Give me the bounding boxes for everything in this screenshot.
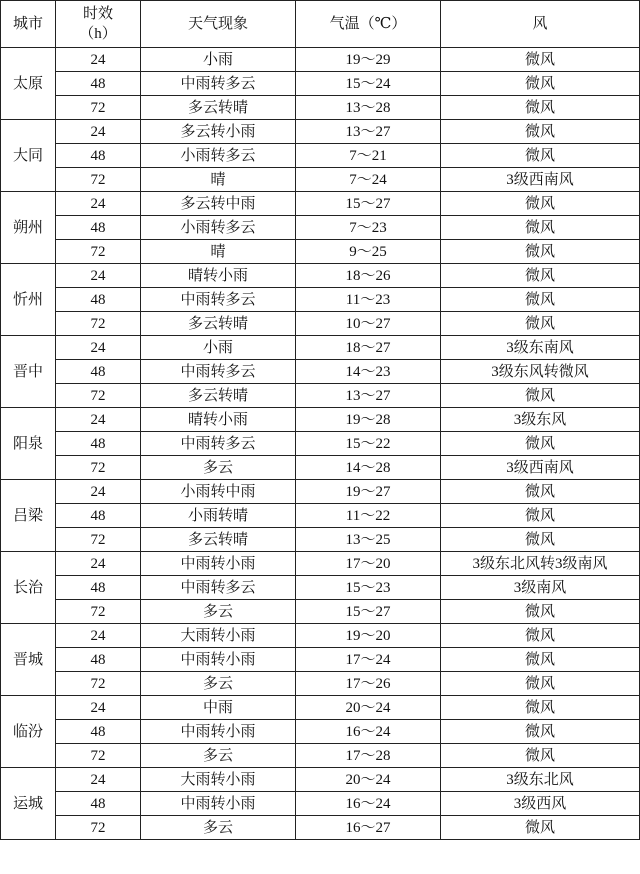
table-row (1, 336, 640, 360)
temperature-cell: 10～27 (296, 312, 441, 336)
table-row (1, 264, 640, 288)
weather-cell: 大雨转小雨 (141, 768, 296, 792)
temperature-cell: 15～27 (296, 192, 441, 216)
wind-cell: 微风 (441, 240, 640, 264)
city-cell: 朔州 (1, 192, 56, 264)
header-weather: 天气现象 (141, 1, 296, 48)
header-period-unit: （h） (79, 26, 117, 42)
wind-cell: 微风 (441, 48, 640, 72)
table-row (1, 816, 640, 840)
table-row (1, 672, 640, 696)
temperature-cell: 17～26 (296, 672, 441, 696)
temperature-cell: 20～24 (296, 696, 441, 720)
temperature-cell: 14～28 (296, 456, 441, 480)
temperature-cell: 15～24 (296, 72, 441, 96)
header-row (1, 1, 640, 48)
table-row (1, 576, 640, 600)
table-row (1, 720, 640, 744)
wind-cell: 微风 (441, 528, 640, 552)
wind-cell: 微风 (441, 96, 640, 120)
weather-cell: 中雨转多云 (141, 360, 296, 384)
table-row (1, 696, 640, 720)
temperature-cell: 15～27 (296, 600, 441, 624)
wind-cell: 微风 (441, 216, 640, 240)
temperature-cell: 16～24 (296, 792, 441, 816)
period-cell: 48 (56, 288, 141, 312)
weather-cell: 中雨转小雨 (141, 792, 296, 816)
temperature-cell: 17～24 (296, 648, 441, 672)
temperature-cell: 9～25 (296, 240, 441, 264)
table-row (1, 456, 640, 480)
temperature-cell: 11～23 (296, 288, 441, 312)
city-cell: 临汾 (1, 696, 56, 768)
table-row (1, 216, 640, 240)
period-cell: 24 (56, 336, 141, 360)
wind-cell: 微风 (441, 288, 640, 312)
period-cell: 72 (56, 96, 141, 120)
temperature-cell: 7～23 (296, 216, 441, 240)
city-cell: 阳泉 (1, 408, 56, 480)
weather-cell: 多云 (141, 600, 296, 624)
weather-cell: 多云 (141, 672, 296, 696)
wind-cell: 微风 (441, 432, 640, 456)
wind-cell: 3级东风 (441, 408, 640, 432)
period-cell: 72 (56, 240, 141, 264)
table-row (1, 600, 640, 624)
weather-cell: 中雨转多云 (141, 576, 296, 600)
forecast-table-body (1, 48, 640, 840)
header-wind: 风 (441, 1, 640, 48)
weather-cell: 晴 (141, 240, 296, 264)
wind-cell: 微风 (441, 144, 640, 168)
table-row (1, 312, 640, 336)
city-cell: 大同 (1, 120, 56, 192)
period-cell: 48 (56, 720, 141, 744)
temperature-cell: 14～23 (296, 360, 441, 384)
wind-cell: 微风 (441, 192, 640, 216)
weather-cell: 晴 (141, 168, 296, 192)
period-cell: 72 (56, 168, 141, 192)
wind-cell: 3级东北风 (441, 768, 640, 792)
weather-cell: 中雨转小雨 (141, 552, 296, 576)
period-cell: 48 (56, 576, 141, 600)
wind-cell: 微风 (441, 120, 640, 144)
weather-cell: 晴转小雨 (141, 408, 296, 432)
temperature-cell: 19～20 (296, 624, 441, 648)
weather-cell: 中雨转小雨 (141, 720, 296, 744)
period-cell: 48 (56, 144, 141, 168)
period-cell: 72 (56, 312, 141, 336)
table-row (1, 552, 640, 576)
wind-cell: 3级南风 (441, 576, 640, 600)
table-row (1, 528, 640, 552)
table-row (1, 648, 640, 672)
temperature-cell: 11～22 (296, 504, 441, 528)
table-row (1, 120, 640, 144)
table-row (1, 432, 640, 456)
header-temperature: 气温（℃） (296, 1, 441, 48)
weather-cell: 小雨 (141, 48, 296, 72)
header-city: 城市 (1, 1, 56, 48)
wind-cell: 微风 (441, 504, 640, 528)
table-row (1, 480, 640, 504)
temperature-cell: 16～27 (296, 816, 441, 840)
wind-cell: 微风 (441, 264, 640, 288)
period-cell: 72 (56, 456, 141, 480)
wind-cell: 3级西南风 (441, 168, 640, 192)
weather-cell: 小雨转多云 (141, 144, 296, 168)
weather-cell: 多云转晴 (141, 528, 296, 552)
table-row (1, 288, 640, 312)
table-row (1, 360, 640, 384)
weather-cell: 中雨转多云 (141, 288, 296, 312)
period-cell: 72 (56, 672, 141, 696)
weather-cell: 小雨转晴 (141, 504, 296, 528)
table-row (1, 792, 640, 816)
table-row (1, 624, 640, 648)
period-cell: 72 (56, 600, 141, 624)
temperature-cell: 13～27 (296, 384, 441, 408)
weather-cell: 多云 (141, 456, 296, 480)
table-row (1, 384, 640, 408)
period-cell: 24 (56, 624, 141, 648)
temperature-cell: 13～27 (296, 120, 441, 144)
weather-cell: 多云转晴 (141, 96, 296, 120)
weather-cell: 小雨转多云 (141, 216, 296, 240)
wind-cell: 微风 (441, 816, 640, 840)
period-cell: 48 (56, 648, 141, 672)
table-row (1, 48, 640, 72)
city-cell: 太原 (1, 48, 56, 120)
weather-cell: 多云转晴 (141, 312, 296, 336)
city-cell: 运城 (1, 768, 56, 840)
table-row (1, 408, 640, 432)
wind-cell: 3级西南风 (441, 456, 640, 480)
weather-cell: 多云 (141, 744, 296, 768)
period-cell: 24 (56, 696, 141, 720)
weather-cell: 小雨 (141, 336, 296, 360)
city-cell: 晋城 (1, 624, 56, 696)
weather-cell: 大雨转小雨 (141, 624, 296, 648)
period-cell: 48 (56, 504, 141, 528)
table-row (1, 192, 640, 216)
period-cell: 72 (56, 384, 141, 408)
temperature-cell: 15～22 (296, 432, 441, 456)
wind-cell: 微风 (441, 72, 640, 96)
period-cell: 24 (56, 192, 141, 216)
period-cell: 24 (56, 48, 141, 72)
table-row (1, 144, 640, 168)
header-period (56, 1, 141, 48)
period-cell: 48 (56, 72, 141, 96)
period-cell: 72 (56, 744, 141, 768)
wind-cell: 3级东南风 (441, 336, 640, 360)
weather-cell: 中雨 (141, 696, 296, 720)
temperature-cell: 19～28 (296, 408, 441, 432)
period-cell: 72 (56, 816, 141, 840)
city-cell: 晋中 (1, 336, 56, 408)
weather-cell: 多云 (141, 816, 296, 840)
table-row (1, 504, 640, 528)
table-row (1, 744, 640, 768)
period-cell: 48 (56, 792, 141, 816)
weather-cell: 多云转晴 (141, 384, 296, 408)
temperature-cell: 19～29 (296, 48, 441, 72)
table-header (1, 1, 640, 48)
wind-cell: 微风 (441, 648, 640, 672)
temperature-cell: 18～26 (296, 264, 441, 288)
wind-cell: 3级西风 (441, 792, 640, 816)
wind-cell: 微风 (441, 696, 640, 720)
temperature-cell: 13～28 (296, 96, 441, 120)
table-row (1, 768, 640, 792)
wind-cell: 微风 (441, 672, 640, 696)
temperature-cell: 20～24 (296, 768, 441, 792)
temperature-cell: 17～20 (296, 552, 441, 576)
table-row (1, 240, 640, 264)
weather-cell: 多云转中雨 (141, 192, 296, 216)
period-cell: 48 (56, 432, 141, 456)
weather-cell: 小雨转中雨 (141, 480, 296, 504)
wind-cell: 微风 (441, 480, 640, 504)
period-cell: 24 (56, 768, 141, 792)
temperature-cell: 15～23 (296, 576, 441, 600)
period-cell: 24 (56, 120, 141, 144)
wind-cell: 微风 (441, 312, 640, 336)
period-cell: 48 (56, 360, 141, 384)
weather-cell: 中雨转多云 (141, 72, 296, 96)
temperature-cell: 18～27 (296, 336, 441, 360)
wind-cell: 微风 (441, 384, 640, 408)
wind-cell: 微风 (441, 624, 640, 648)
wind-cell: 3级东风转微风 (441, 360, 640, 384)
city-cell: 吕梁 (1, 480, 56, 552)
temperature-cell: 17～28 (296, 744, 441, 768)
header-period-label: 时效 (82, 6, 113, 22)
period-cell: 72 (56, 528, 141, 552)
temperature-cell: 7～21 (296, 144, 441, 168)
temperature-cell: 7～24 (296, 168, 441, 192)
weather-cell: 晴转小雨 (141, 264, 296, 288)
weather-cell: 中雨转多云 (141, 432, 296, 456)
table-row (1, 168, 640, 192)
wind-cell: 微风 (441, 720, 640, 744)
table-row (1, 96, 640, 120)
period-cell: 24 (56, 408, 141, 432)
period-cell: 48 (56, 216, 141, 240)
wind-cell: 微风 (441, 744, 640, 768)
period-cell: 24 (56, 480, 141, 504)
weather-cell: 中雨转小雨 (141, 648, 296, 672)
period-cell: 24 (56, 264, 141, 288)
wind-cell: 3级东北风转3级南风 (441, 552, 640, 576)
period-cell: 24 (56, 552, 141, 576)
city-cell: 忻州 (1, 264, 56, 336)
weather-cell: 多云转小雨 (141, 120, 296, 144)
city-cell: 长治 (1, 552, 56, 624)
wind-cell: 微风 (441, 600, 640, 624)
temperature-cell: 19～27 (296, 480, 441, 504)
temperature-cell: 13～25 (296, 528, 441, 552)
temperature-cell: 16～24 (296, 720, 441, 744)
table-row (1, 72, 640, 96)
